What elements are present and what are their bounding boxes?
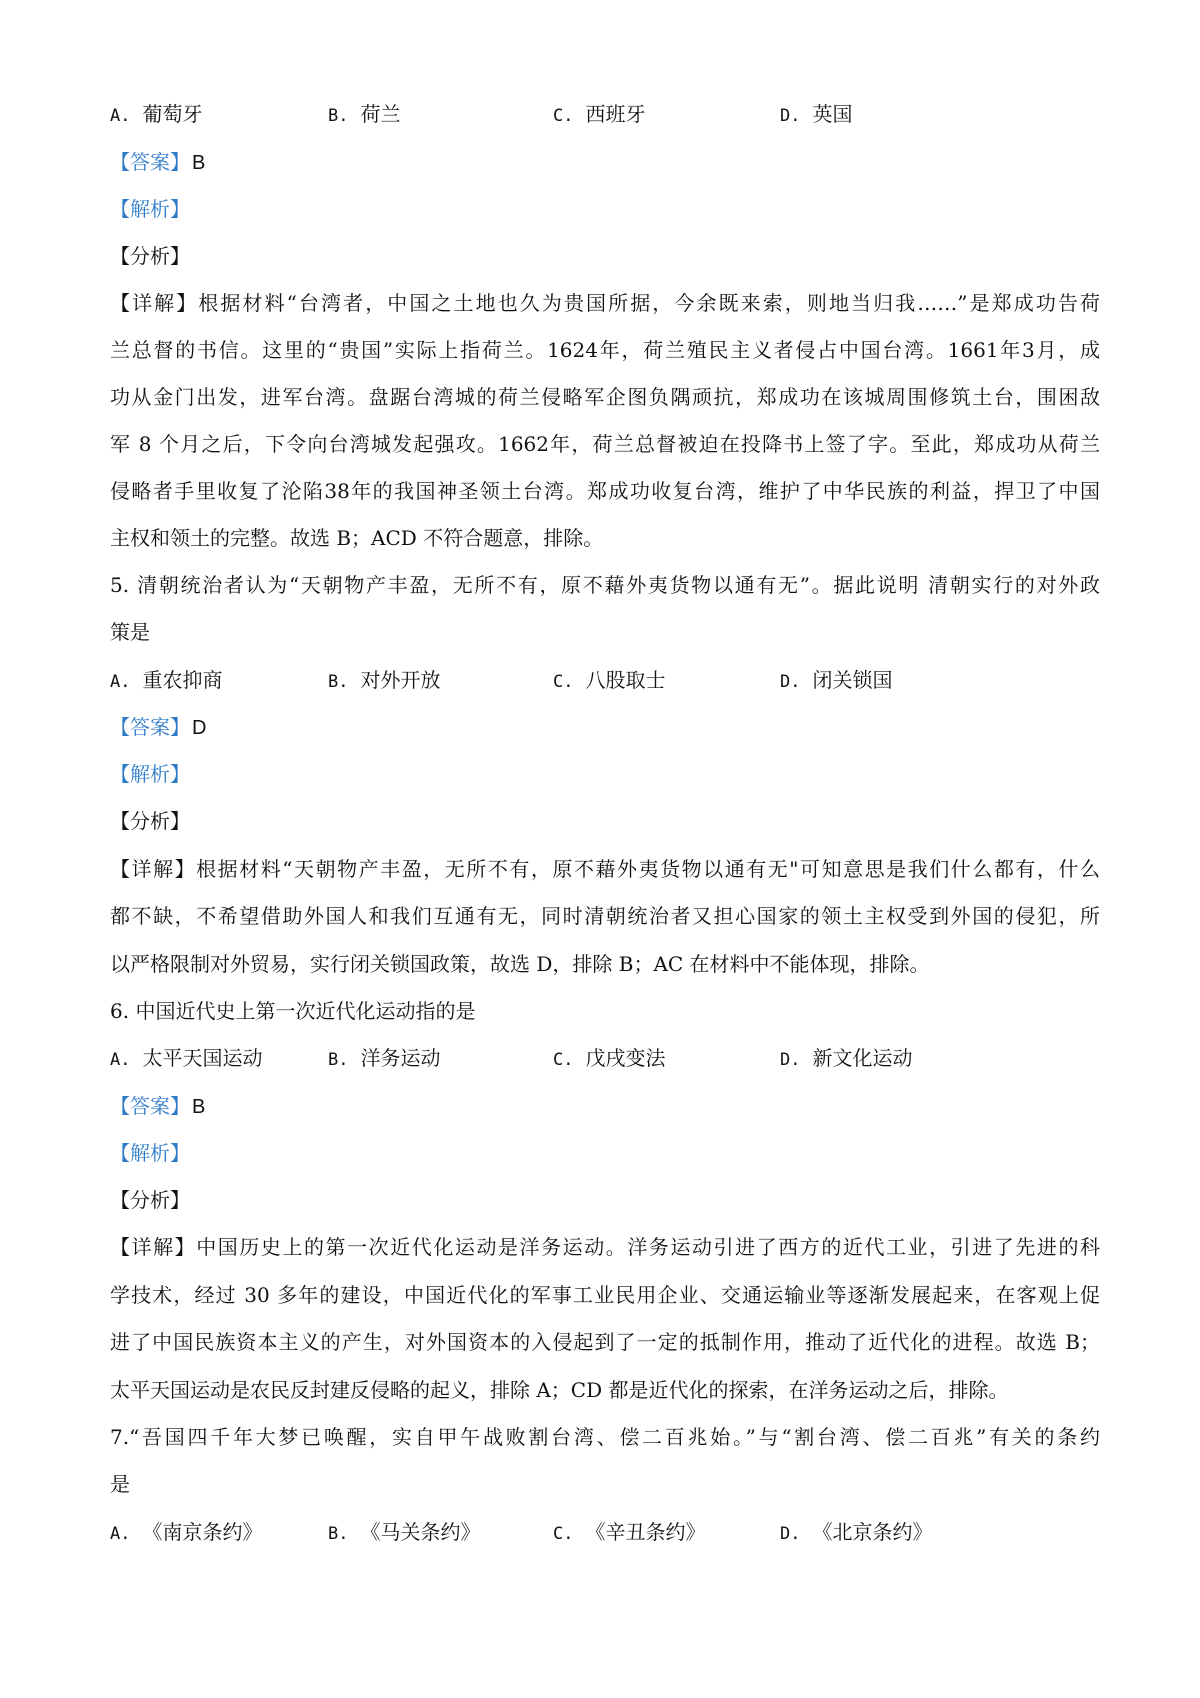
q4-detail-line-1: 【详解】根据材料“台湾者，中国之土地也久为贵国所据，今余既来索，则地当归我……”是郑成功告荷 [110, 291, 1100, 315]
q6-fenxi-label: 【分析】 [110, 1188, 190, 1212]
option-b: B. 洋务运动 [328, 1046, 441, 1070]
q6-detail-line-2: 学技术，经过 30 多年的建设，中国近代化的军事工业民用企业、交通运输业等逐渐发展起来，在客观上促 [110, 1283, 1100, 1307]
option-d: D. 闭关锁国 [780, 668, 893, 692]
q4-detail-line-3: 功从金门出发，进军台湾。盘踞台湾城的荷兰侵略军企图负隅顽抗，郑成功在该城周围修筑土台，围困敌 [110, 385, 1100, 409]
q7-stem-line-1: 7.“吾国四千年大梦已唤醒，实自甲午战败割台湾、偿二百兆始。”与“割台湾、偿二百兆”有关的条约 [110, 1425, 1100, 1449]
q5-detail-line-3: 以严格限制对外贸易，实行闭关锁国政策，故选 D，排除 B；AC 在材料中不能体现，排除。 [110, 952, 930, 976]
option-b: B. 对外开放 [328, 668, 441, 692]
q4-answer: 【答案】 B [110, 150, 206, 174]
q6-detail-line-1: 【详解】中国历史上的第一次近代化运动是洋务运动。洋务运动引进了西方的近代工业，引进了先进的科 [110, 1235, 1100, 1259]
q5-detail-line-1: 【详解】根据材料“天朝物产丰盈，无所不有，原不藉外夷货物以通有无"可知意思是我们什么都有，什么 [110, 857, 1100, 881]
q6-stem-line-1: 6. 中国近代史上第一次近代化运动指的是 [110, 999, 476, 1023]
q5-jiexi-label: 【解析】 [110, 762, 190, 786]
q4-detail-line-6: 主权和领土的完整。故选 B；ACD 不符合题意，排除。 [110, 526, 604, 550]
q5-fenxi-label: 【分析】 [110, 809, 190, 833]
option-c: C. 八股取士 [553, 668, 666, 692]
q6-detail-line-4: 太平天国运动是农民反封建反侵略的起义，排除 A；CD 都是近代化的探索，在洋务运动之后，排除。 [110, 1378, 1009, 1402]
q7-stem-line-2: 是 [110, 1472, 130, 1496]
q5-stem-line-2: 策是 [110, 620, 150, 644]
q5-stem-line-1: 5. 清朝统治者认为“天朝物产丰盈，无所不有，原不藉外夷货物以通有无”。据此说明 清朝实行的对外政 [110, 573, 1100, 597]
option-a: A. 《南京条约》 [110, 1520, 263, 1544]
q5-answer: 【答案】 D [110, 715, 207, 739]
q6-jiexi-label: 【解析】 [110, 1141, 190, 1165]
option-d: D. 新文化运动 [780, 1046, 913, 1070]
q4-fenxi-label: 【分析】 [110, 244, 190, 268]
option-a: A. 太平天国运动 [110, 1046, 263, 1070]
q6-answer: 【答案】 B [110, 1094, 206, 1118]
q5-detail-line-2: 都不缺，不希望借助外国人和我们互通有无，同时清朝统治者又担心国家的领土主权受到外国的侵犯，所 [110, 904, 1100, 928]
q4-detail-line-2: 兰总督的书信。这里的“贵国”实际上指荷兰。1624年，荷兰殖民主义者侵占中国台湾。1661年3月，成 [110, 338, 1100, 362]
option-a: A. 葡萄牙 [110, 102, 203, 126]
option-d: D. 英国 [780, 102, 853, 126]
option-c: C. 西班牙 [553, 102, 646, 126]
option-b: B. 《马关条约》 [328, 1520, 481, 1544]
q4-jiexi-label: 【解析】 [110, 197, 190, 221]
q4-detail-line-4: 军 8 个月之后，下令向台湾城发起强攻。1662年，荷兰总督被迫在投降书上签了字。至此，郑成功从荷兰 [110, 432, 1100, 456]
option-c: C. 《辛丑条约》 [553, 1520, 706, 1544]
option-b: B. 荷兰 [328, 102, 401, 126]
option-a: A. 重农抑商 [110, 668, 223, 692]
q4-detail-line-5: 侵略者手里收复了沦陷38年的我国神圣领土台湾。郑成功收复台湾，维护了中华民族的利益，捍卫了中国 [110, 479, 1100, 503]
q6-detail-line-3: 进了中国民族资本主义的产生，对外国资本的入侵起到了一定的抵制作用，推动了近代化的进程。故选 B； [110, 1330, 1100, 1354]
option-c: C. 戊戌变法 [553, 1046, 666, 1070]
option-d: D. 《北京条约》 [780, 1520, 933, 1544]
